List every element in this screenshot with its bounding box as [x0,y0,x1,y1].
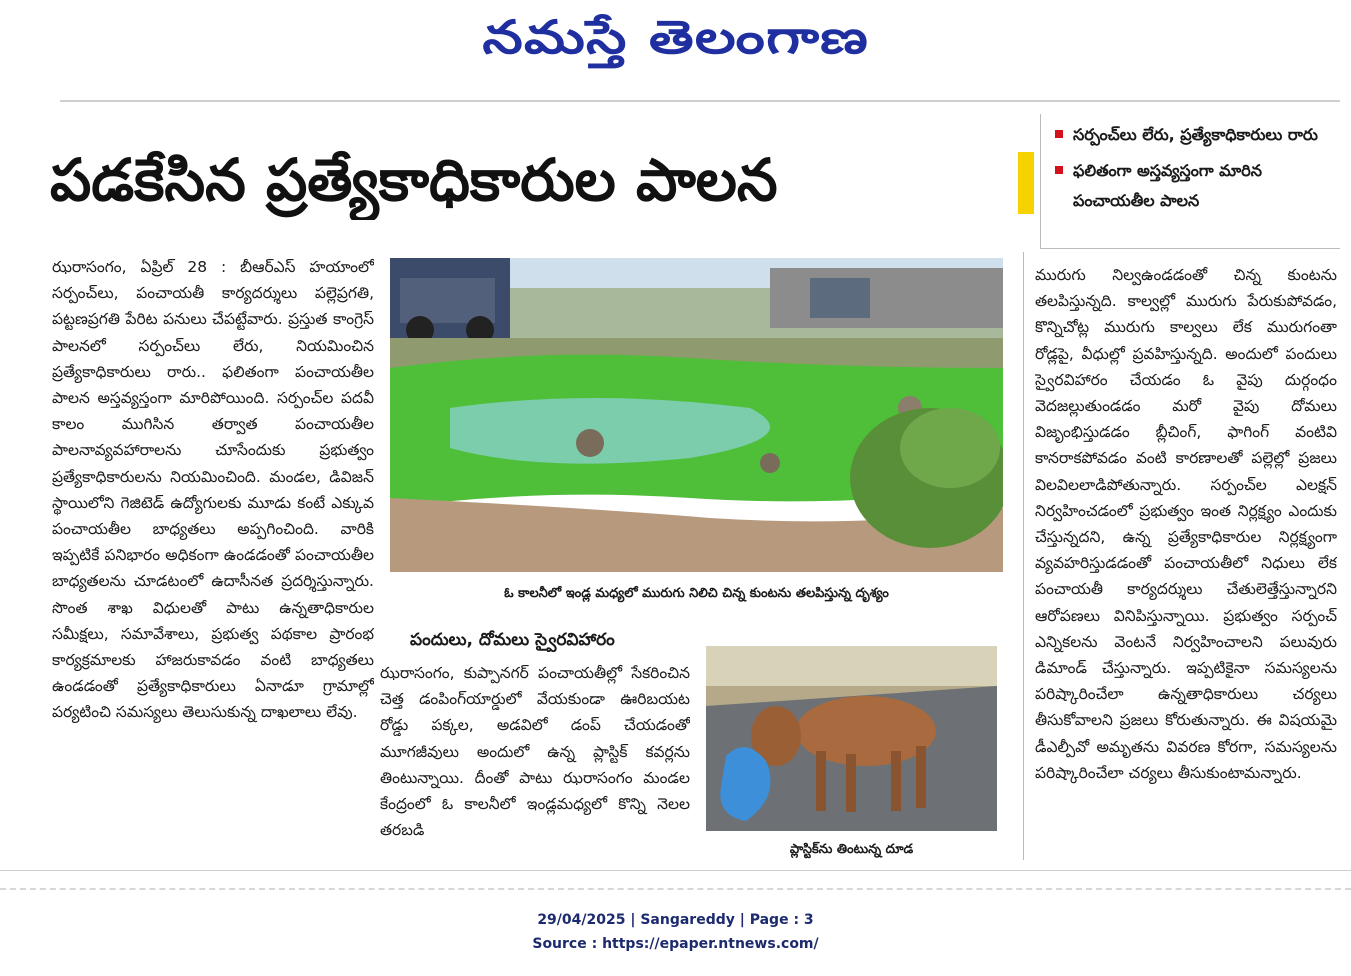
bullet-square-icon [1055,130,1063,138]
bottom-dashed-rule [0,888,1351,892]
article-column-left: ఝరాసంగం, ఏప్రిల్ 28 : బీఆర్‌ఎస్ హయాంలో సర్పంచ్‌లు, పంచాయతీ కార్యదర్శులు పల్లెప్రగతి, పట్టణప్రగతి పేరిట పనులు చేపట్టేవారు. ప్రస్తుత కాంగ్రెస్ పాలనలో సర్పంచ్‌లు లేరు, నియమించిన ప్రత్యేకాధికారులు రారు.. ఫలితంగా పంచాయతీల పాలన అస్తవ్యస్తంగా మారిపోయింది. సర్పంచ్‌ల పదవీ కాలం ముగిసిన తర్వాత పంచాయతీల పాలనావ్యవహారాలను చూసేందుకు ప్రభుత్వం ప్రత్యేకాధికారులను నియమించింది. మండల, డివిజన్ స్థాయిలోని గెజిటెడ్ ఉద్యోగులకు మూడు కంటే ఎక్కువ పంచాయతీల బాధ్యతలు అప్పగించింది. వారికి ఇప్పటికే పనిభారం అధికంగా ఉండడంతో పంచాయతీల బాధ్యతలను చూడటంలో ఉదాసీనత ప్రదర్శిస్తున్నారు. సొంత శాఖ విధులతో పాటు ఉన్నతాధికారుల సమీక్షలు, సమావేశాలు, ప్రభుత్వ పథకాల ప్రారంభ కార్యక్రమాలకు హాజరుకావడం వంటి బాధ్యతలు ఉండడంతో ప్రత్యేకాధికారులు ఏనాడూ గ్రామాల్లో పర్యటించి సమస్యలు తెలుసుకున్న దాఖలాలు లేవు. [52,258,374,722]
photo-calf-plastic-image [706,646,997,831]
masthead-logo-text: నమస్తే తెలంగాణ [482,10,869,64]
accent-bar [1018,152,1034,214]
photo-calf-plastic [706,646,997,831]
highlight-item [1055,120,1340,150]
highlight-text: ఫలితంగా అస్తవ్యస్తంగా మారిన పంచాయతీల పాలన [1073,161,1262,210]
highlight-item [1055,156,1340,216]
highlights-box [1040,114,1340,249]
subheading: పందులు, దోమలు స్వైరవిహారం [410,630,615,650]
footer-source: Source : https://epaper.ntnews.com/ [532,936,819,952]
photo-sewage-pond-image [390,258,1003,572]
photo-caption: ఓ కాలనీలో ఇండ్ల మధ్యలో మురుగు నిలిచి చిన్న కుంటను తలపిస్తున్న దృశ్యం [504,586,889,601]
footer-date-edition: 29/04/2025 | Sangareddy | Page : 3 [537,912,814,928]
photo-caption: ప్లాస్టిక్‌ను తింటున్న దూడ [789,842,914,857]
column-divider [1023,252,1024,860]
article-column-middle: ఝరాసంగం, కుప్పానగర్ పంచాయతీల్లో సేకరించిన చెత్త డంపింగ్‌యార్డులో వేయకుండా ఊరిబయట రోడ్డు పక్కల, అడవిలో డంప్ చేయడంతో మూగజీవులు అందులో ఉన్న ప్లాస్టిక్ కవర్లను తింటున్నాయి. దీంతో పాటు ఝరాసంగం మండల కేంద్రంలో ఓ కాలనీలో ఇండ్లమధ్యలో కొన్ని నెలల తరబడి [380,664,690,840]
photo-sewage-pond [390,258,1003,572]
masthead [0,0,1351,85]
highlight-text: సర్పంచ్‌లు లేరు, ప్రత్యేకాధికారులు రారు [1073,125,1318,144]
top-rule [60,100,1340,102]
article-column-right: మురుగు నిల్వఉండడంతో చిన్న కుంటను తలపిస్తున్నది. కాల్వల్లో మురుగు పేరుకుపోవడం, కొన్నిచోట్ల మురుగు కాల్వలు లేక మురుగంతా రోడ్లపై, వీధుల్లో ప్రవహిస్తున్నది. అందులో పందులు స్వైరవిహారం చేయడం ఓ వైపు దుర్గంధం వెదజల్లుతుండడం మరో వైపు దోమలు విజృంభిస్తుడడం బ్లీచింగ్, ఫాగింగ్ వంటివి కానరాకపోవడం వంటి కారణాలతో పల్లెల్లో ప్రజలు విలవిలలాడిపోతున్నారు. సర్పంచ్‌ల ఎలక్షన్ నిర్వహించడంలో ప్రభుత్వం ఇంత నిర్లక్ష్యం ఎందుకు చేస్తున్నదని, ఉన్న ప్రత్యేకాధికారుల నిర్లక్ష్యంగా వ్యవహరిస్తుడడంతో పంచాయతీలో నిధులు లేక పంచాయతీ కార్యదర్శులు చేతులెత్తేస్తున్నారని ఆరోపణలు వినిపిస్తున్నాయి. ప్రభుత్వం సర్పంచ్ ఎన్నికలను వెంటనే నిర్వహించాలని పలువురు డిమాండ్ చేస్తున్నారు. ఇప్పటికైనా సమస్యలను పరిష్కారించేలా ఉన్నతాధికారులు చర్యలు తీసుకోవాలని ప్రజలు కోరుతున్నారు. ఈ విషయమై డీఎల్పీవో అమృతను వివరణ కోరగా, సమస్యలను పరిష్కారించేలా చర్యలు తీసుకుంటామన్నారు. [1035,266,1337,782]
headline: పడకేసిన ప్రత్యేకాధికారుల పాలన [50,146,778,214]
bullet-square-icon [1055,166,1063,174]
bottom-rule [0,870,1351,871]
